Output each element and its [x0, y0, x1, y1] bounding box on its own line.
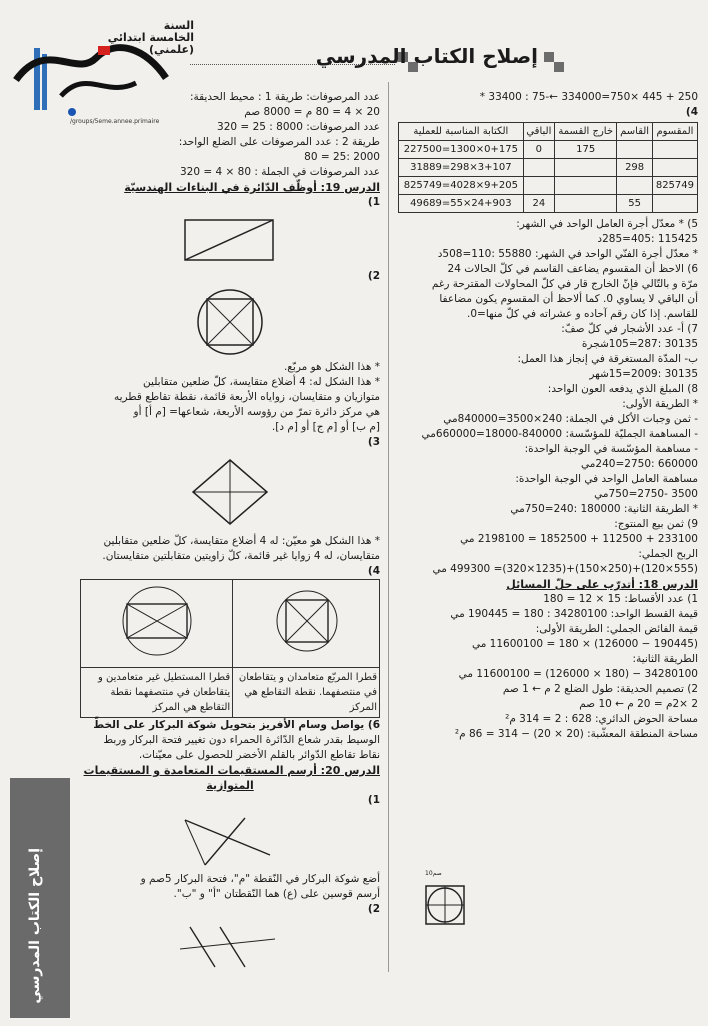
square-diagonals-figure — [237, 582, 377, 660]
table-row — [399, 177, 698, 195]
text-line: 1) عدد الأقساط: 15 × 12 = 180 — [543, 593, 698, 605]
text-line: * معدّل أجرة الفنّي الواحد في الشهر: 55880 :110=508د — [437, 248, 698, 260]
text-line: 20 × 4 = 80 م = 8000 صم — [244, 106, 380, 118]
table-cell: 0+175×1300=227500 — [399, 141, 524, 159]
text-line: أرسم قوسين على (ع) هما النّقطتان "أ" و "ب". — [173, 888, 380, 900]
text-line: 8) المبلغ الذي يدفعه العون الواحد: — [547, 383, 698, 395]
figure-label: 10صم — [425, 870, 442, 877]
text-line: قيمة الفائض الجملي: الطريقة الأولى: — [535, 623, 698, 635]
table-cell: 9+205×4028=825749 — [399, 177, 524, 195]
text-line: هي مركز دائرة تمرّ من رؤوسه الأربعة، شعاعها= [م أ] أو — [133, 406, 380, 418]
logo-link[interactable]: /groups/5eme.annee.primaire — [70, 118, 160, 125]
table-row — [399, 141, 698, 159]
text-line: 30135 :2009=15شهر — [589, 368, 698, 380]
table-cell — [233, 580, 380, 668]
text-line: 233100 + 112500 + 1852500 = 2198100 مي — [460, 533, 698, 545]
logo-line2: الخامسة ابتدائي — [107, 31, 194, 44]
table-cell — [555, 159, 617, 177]
table-cell: 298 — [617, 159, 653, 177]
table-row — [81, 580, 380, 668]
text-line: 660000 :2750=240مي — [581, 458, 698, 470]
text-line: [م ب] أو [م ج] أو [م د]. — [271, 421, 380, 433]
top-line: 250 + 445 ×750=334000 ←-75 : 33400 * — [479, 91, 698, 103]
table-cell: 3+107×298=31889 — [399, 159, 524, 177]
column-divider — [388, 82, 389, 972]
text-line: عدد المرصوفات: 8000 : 25 = 320 — [217, 121, 380, 133]
table-cell — [652, 195, 697, 213]
text-line: 2) تصميم الحديقة: طول الضلع 2 م ← 1 صم — [502, 683, 698, 695]
logo-line3: (علمني) — [148, 43, 194, 56]
text-line: - ثمن وجبات الأكل في الجملة: 240×3500=840000مي — [443, 413, 698, 425]
lesson-20-title-line2: المتوازية — [206, 779, 254, 792]
text-line: * الطريقة الثانية: 180000 :240=750مي — [510, 503, 698, 515]
table-cell: 825749 — [652, 177, 697, 195]
text-line: 7) أ- عدد الأشجار في كلّ صفّ: — [561, 323, 698, 335]
text-line: مساحة الحوض الدائري: 628 : 2 = 314 م² — [505, 713, 698, 725]
division-table — [398, 122, 698, 213]
table-header: المقسوم — [652, 123, 697, 141]
rectangle-figure — [175, 212, 285, 267]
text-line: أن الباقي لا يساوي 0. كما ألاحظ أن المقسوم يكون مضاعفا — [439, 293, 698, 305]
table-cell: قطرا المربّع متعامدان و يتقاطعان في منتصفهما. نقطة التقاطع هي المركز — [233, 668, 380, 718]
question-3: 3) — [367, 436, 380, 448]
table-cell: 0 — [523, 141, 554, 159]
text-line: للقاسم. إذا كان رقم آحاده و عشراته في كلّ منها=0. — [467, 308, 698, 320]
table-cell — [617, 177, 653, 195]
text-line: * الطريقة الأولى: — [622, 398, 698, 410]
text-line: 2000 :25 = 80 — [304, 151, 380, 163]
text-line: * هذا الشكل هو مربّع. — [283, 361, 380, 373]
text-line: 6) يواصل وسام الأفريز بتحويل شوكة البركار على الخطّ — [93, 719, 380, 731]
table-cell: قطرا المستطيل غير متعامدين و يتقاطعان في منتصفهما نقطة التقاطع هي المركز — [81, 668, 233, 718]
table-cell — [555, 177, 617, 195]
text-line: الربح الجملي: — [638, 548, 698, 560]
right-column — [398, 90, 698, 742]
table-cell: 24 — [523, 195, 554, 213]
table-cell: 175 — [555, 141, 617, 159]
text-line: نقاط تقاطع الدّوائر بالقلم الأخضر للحصول على معيّنات. — [138, 749, 380, 761]
table-cell — [652, 141, 697, 159]
comparison-table — [80, 579, 380, 718]
square-in-circle-figure — [190, 286, 270, 358]
text-line: مرّة و بالتّالي فإنّ الخارج قار في كلّ المحاولات المقترحة رغم — [431, 278, 698, 290]
page-title: إصلاح الكتاب المدرسي — [315, 44, 538, 68]
table-row — [81, 668, 380, 718]
lesson-19-title: الدرس 19: أوظّف الدّائرة في البناءات الهندسيّة — [124, 181, 380, 194]
text-line: 115425 :405=285د — [597, 233, 698, 245]
table-row — [399, 195, 698, 213]
question-4: 4) — [685, 106, 698, 118]
table-header: الباقي — [523, 123, 554, 141]
table-header: القاسم — [617, 123, 653, 141]
left-column — [80, 90, 380, 971]
logo-line1: السنة — [163, 19, 194, 32]
text-line: (555×120)+(250×150)+(1235×320)= 499300 مي — [432, 563, 698, 575]
table-cell — [523, 177, 554, 195]
text-line: * هذا الشكل هو معيّن: له 4 أضلاع متقايسة، كلّ ضلعين متقابلين — [103, 535, 380, 547]
text-line: أضع شوكة البركار في النّقطة "م"، فتحة البركار 5صم و — [140, 873, 380, 885]
text-line: ب- المدّة المستغرقة في إنجاز هذا العمل: — [517, 353, 698, 365]
question-1: 1) — [367, 196, 380, 208]
answer-lines — [398, 217, 698, 577]
header-square — [554, 62, 564, 72]
question-2: 2) — [367, 903, 380, 915]
text-line: مساحة المنطقة المعشّبة: (20 × 20) − 314 = 86 م² — [454, 728, 698, 740]
question-2: 2) — [367, 270, 380, 282]
parallel-figure — [175, 919, 285, 969]
question-1: 1) — [367, 794, 380, 806]
text-line: 30135 :287=105شجرة — [581, 338, 698, 350]
table-cell — [617, 141, 653, 159]
text-line: 9) ثمن بيع المنتوج: — [614, 518, 698, 530]
text-line: عدد المرصوفات: طريقة 1 : محيط الحديقة: — [189, 91, 380, 103]
table-row — [399, 159, 698, 177]
header-square — [544, 52, 554, 62]
text-line: 6) الاحظ أن المقسوم يضاعف القاسم في كلّ الحالات 24 — [447, 263, 698, 275]
text-line: 3500 -2750=750مي — [594, 488, 698, 500]
text-line: الطريقة الثانية: — [632, 653, 698, 665]
text-line: (190445 − 126000) × 180 = 11600100 مي — [471, 638, 698, 650]
table-header-row — [399, 123, 698, 141]
text-line: الوسيط بقدر شعاع الدّائرة الحمراء دون تغيير فتحة البركار وربط — [103, 734, 380, 746]
text-line: طريقة 2 : عدد المرصوفات على الضلع الواحد: — [178, 136, 380, 148]
text-line: - المساهمة الجمليّة للمؤسّسة: 840000-18000=660000مي — [421, 428, 698, 440]
rectangle-diagonals-figure — [85, 582, 230, 660]
text-line: - مساهمة المؤسّسة في الوجبة الواحدة: — [524, 443, 698, 455]
text-line: 5) * معدّل أجرة العامل الواحد في الشهر: — [516, 218, 698, 230]
table-cell — [81, 580, 233, 668]
perpendicular-figure — [175, 810, 285, 870]
table-cell — [555, 195, 617, 213]
lesson-20-title: الدرس 20: أرسم المستقيمات المتعامدة و المستقيمات — [83, 764, 380, 777]
garden-figure — [420, 880, 470, 930]
text-line: مساهمة العامل الواحد في الوجبة الواحدة: — [515, 473, 698, 485]
lesson-18-lines — [398, 592, 698, 742]
text-line: متوازيان و متقايسان، زواياه الأربعة قائمة، نقطة تقاطع قطريه — [113, 391, 380, 403]
text-line: * هذا الشكل له: 4 أضلاع متقايسة، كلّ ضلعين متقابلين — [143, 376, 380, 388]
table-header: الكتابة المناسبة للعملية — [399, 123, 524, 141]
table-cell: 55 — [617, 195, 653, 213]
text-line: متقايسان، له 4 زوايا غير قائمة، كلّ زاويتين متقابلتين متقايستان. — [102, 550, 380, 562]
text-line: 2 ×2م = 20 م ← 10 صم — [579, 698, 698, 710]
table-header: خارج القسمة — [555, 123, 617, 141]
text-line: 34280100 − (180 × 126000) = 11600100 مي — [458, 668, 698, 680]
side-tab — [10, 778, 70, 1018]
table-cell — [523, 159, 554, 177]
text-line: قيمة القسط الواحد: 34280100 : 180 = 190445 مي — [450, 608, 698, 620]
side-tab-label: إصلاح الكتاب المدرسي — [27, 848, 43, 1004]
lesson-18-title: الدرس 18: أتدرّب على حلّ المسائل — [506, 578, 698, 591]
text-line: عدد المرصوفات في الجملة : 80 × 4 = 320 — [179, 166, 380, 178]
question-4: 4) — [367, 565, 380, 577]
logo-text — [98, 20, 194, 56]
rhombus-figure — [185, 452, 275, 532]
table-cell: 24+903×55=49689 — [399, 195, 524, 213]
table-cell — [652, 159, 697, 177]
